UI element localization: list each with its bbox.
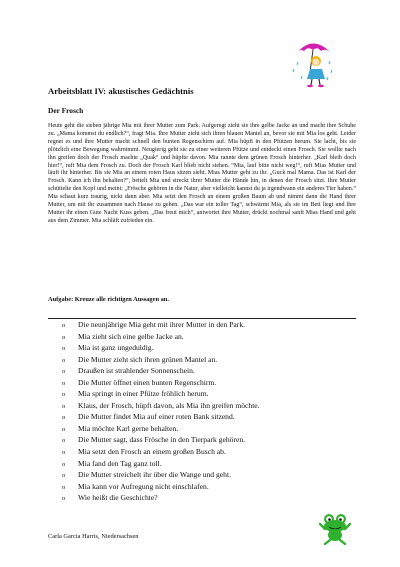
statement-text: Mia springt in einer Pfütze fröhlich herum. xyxy=(78,389,209,399)
statement-item[interactable] xyxy=(62,459,362,471)
statement-text: Die Mutter streichelt ihr über die Wange und geht. xyxy=(78,470,231,480)
checkbox-bullet[interactable]: o xyxy=(62,322,66,329)
author-footer: Carla Garcia Harris, Niedersachsen xyxy=(48,533,139,540)
statement-text: Mia setzt den Frosch an einem großen Busch ab. xyxy=(78,447,226,457)
statement-item[interactable] xyxy=(62,401,362,413)
checkbox-bullet[interactable]: o xyxy=(62,437,66,445)
statement-item[interactable] xyxy=(62,355,362,367)
statement-item[interactable] xyxy=(62,493,362,505)
checkbox-bullet[interactable]: o xyxy=(62,368,66,376)
story-title: Der Frosch xyxy=(48,106,84,115)
story-text: Heute geht die sieben jährige Mia mit ihrer Mutter zum Park. Aufgeregt zieht sie ihre gelbe Jacke an und macht ihre Schuhe zu. „Mama kommst du endlich?“, fragt Mia. Ihre Mutter zieht sich ihren blauen Mantel an, bevor sie mit Mia los geht. Leider regnet es und ihre Mutter macht schnell den bunten Regenschirm auf. Mia hüpft in den Pfützen herum. Sie lacht, bis sie plötzlich eine Bewegung wahrnimmt. Neugierig geht sie zu einer weiteren Pfütze und entdeckt einen Frosch. Sie wollte nach ihn greifen doch der Frosch machte „Quak“ und hüpfte davon. Mia rannte dem grünen Frosch hinterher. „Karl bleib doch hier!“, ruft Mia dem Frosch zu. Doch der Frosch Karl blieb nicht stehen. “Mia, lauf bitte nicht weg!“, ruft Mias Mutter und läuft ihr hinterher. Bis sie Mia an einem roten Haus sitzen sieht. Mias Mutter geht zu ihr. „Guck mal Mama. Das ist Karl der Frosch. Kann ich ihn behalten?“, bettelt Mia und streckt ihrer Mutter die Hände hin, in denen der Frosch sitzt. Ihre Mutter schüttelte den Kopf und meint: „Frösche gehören in die Natur, aber vielleicht kannst du ja irgendwann ein anderes Tier haben.“ Mia schaut kurz traurig, nickt dann aber. Mia setzt den Frosch an einem großen Baum ab und nimmt dann die Hand ihrer Mutter, um mit ihr zusammen nach Hause zu gehen. „Das war ein toller Tag“, schwärmt Mia, als sie im Bett liegt und ihre Mutter ihr einen Gute Nacht Kuss geben. „Das freut mich“, antwortet ihre Mutter, drückt nochmal sanft Mias Hand und geht aus dem Zimmer. Mia schläft zufrieden ein. xyxy=(48,123,356,224)
task-heading: Aufgabe: Kreuze alle richtigen Aussagen an. xyxy=(48,296,169,303)
girl-with-umbrella-icon xyxy=(288,36,336,88)
checkbox-bullet[interactable]: o xyxy=(62,402,66,410)
statement-text: Die Mutter zieht sich ihren grünen Mantel an. xyxy=(78,354,218,364)
checkbox-bullet[interactable]: o xyxy=(62,483,66,491)
statement-text: Mia kann vor Aufregung nicht einschlafen. xyxy=(78,481,209,491)
checkbox-bullet[interactable]: o xyxy=(62,379,66,387)
statement-text: Mia möchte Karl gerne behalten. xyxy=(78,423,179,433)
checkbox-bullet[interactable]: o xyxy=(62,425,66,433)
statement-item[interactable] xyxy=(62,424,362,436)
checkbox-bullet[interactable]: o xyxy=(62,449,66,457)
checkbox-bullet[interactable]: o xyxy=(62,495,66,503)
page-title: Arbeitsblatt IV: akustisches Gedächtnis xyxy=(48,86,194,96)
statement-item[interactable] xyxy=(62,378,362,390)
statement-text: Die Mutter sagt, dass Frösche in den Tierpark gehören. xyxy=(78,435,246,445)
checkbox-bullet[interactable]: o xyxy=(62,356,66,364)
frog-icon xyxy=(318,511,352,545)
statement-text: Die neunjährige Mia geht mit ihrer Mutter in den Park. xyxy=(78,320,246,329)
statement-text: Mia ist ganz ungeduldig. xyxy=(78,343,154,353)
statement-item[interactable] xyxy=(62,447,362,459)
statement-item[interactable] xyxy=(62,343,362,355)
statement-text: Mia zieht sich eine gelbe Jacke an. xyxy=(78,331,184,341)
statement-item[interactable] xyxy=(62,320,362,332)
statement-text: Draußen ist strahlender Sonnenschein. xyxy=(78,366,195,376)
checkbox-bullet[interactable]: o xyxy=(62,414,66,422)
checkbox-bullet[interactable]: o xyxy=(62,345,66,353)
statement-list xyxy=(62,320,362,505)
statement-item[interactable] xyxy=(62,482,362,494)
statement-item[interactable] xyxy=(62,389,362,401)
statement-item[interactable] xyxy=(62,470,362,482)
statement-text: Die Mutter findet Mia auf einer roten Bank sitzend. xyxy=(78,412,235,422)
statement-item[interactable] xyxy=(62,366,362,378)
statement-item[interactable] xyxy=(62,412,362,424)
statement-text: Wie heißt die Geschichte? xyxy=(78,493,158,503)
checkbox-bullet[interactable]: o xyxy=(62,460,66,468)
checkbox-bullet[interactable]: o xyxy=(62,472,66,480)
checkbox-bullet[interactable]: o xyxy=(62,391,66,399)
statement-text: Mia fand den Tag ganz toll. xyxy=(78,458,162,468)
checkbox-bullet[interactable]: o xyxy=(62,333,66,341)
statement-item[interactable] xyxy=(62,435,362,447)
statement-text: Klaus, der Frosch, hüpft davon, als Mia ihn greifen möchte. xyxy=(78,400,260,410)
divider xyxy=(48,318,356,319)
statement-item[interactable] xyxy=(62,332,362,344)
statement-text: Die Mutter öffnet einen bunten Regenschirm. xyxy=(78,377,217,387)
